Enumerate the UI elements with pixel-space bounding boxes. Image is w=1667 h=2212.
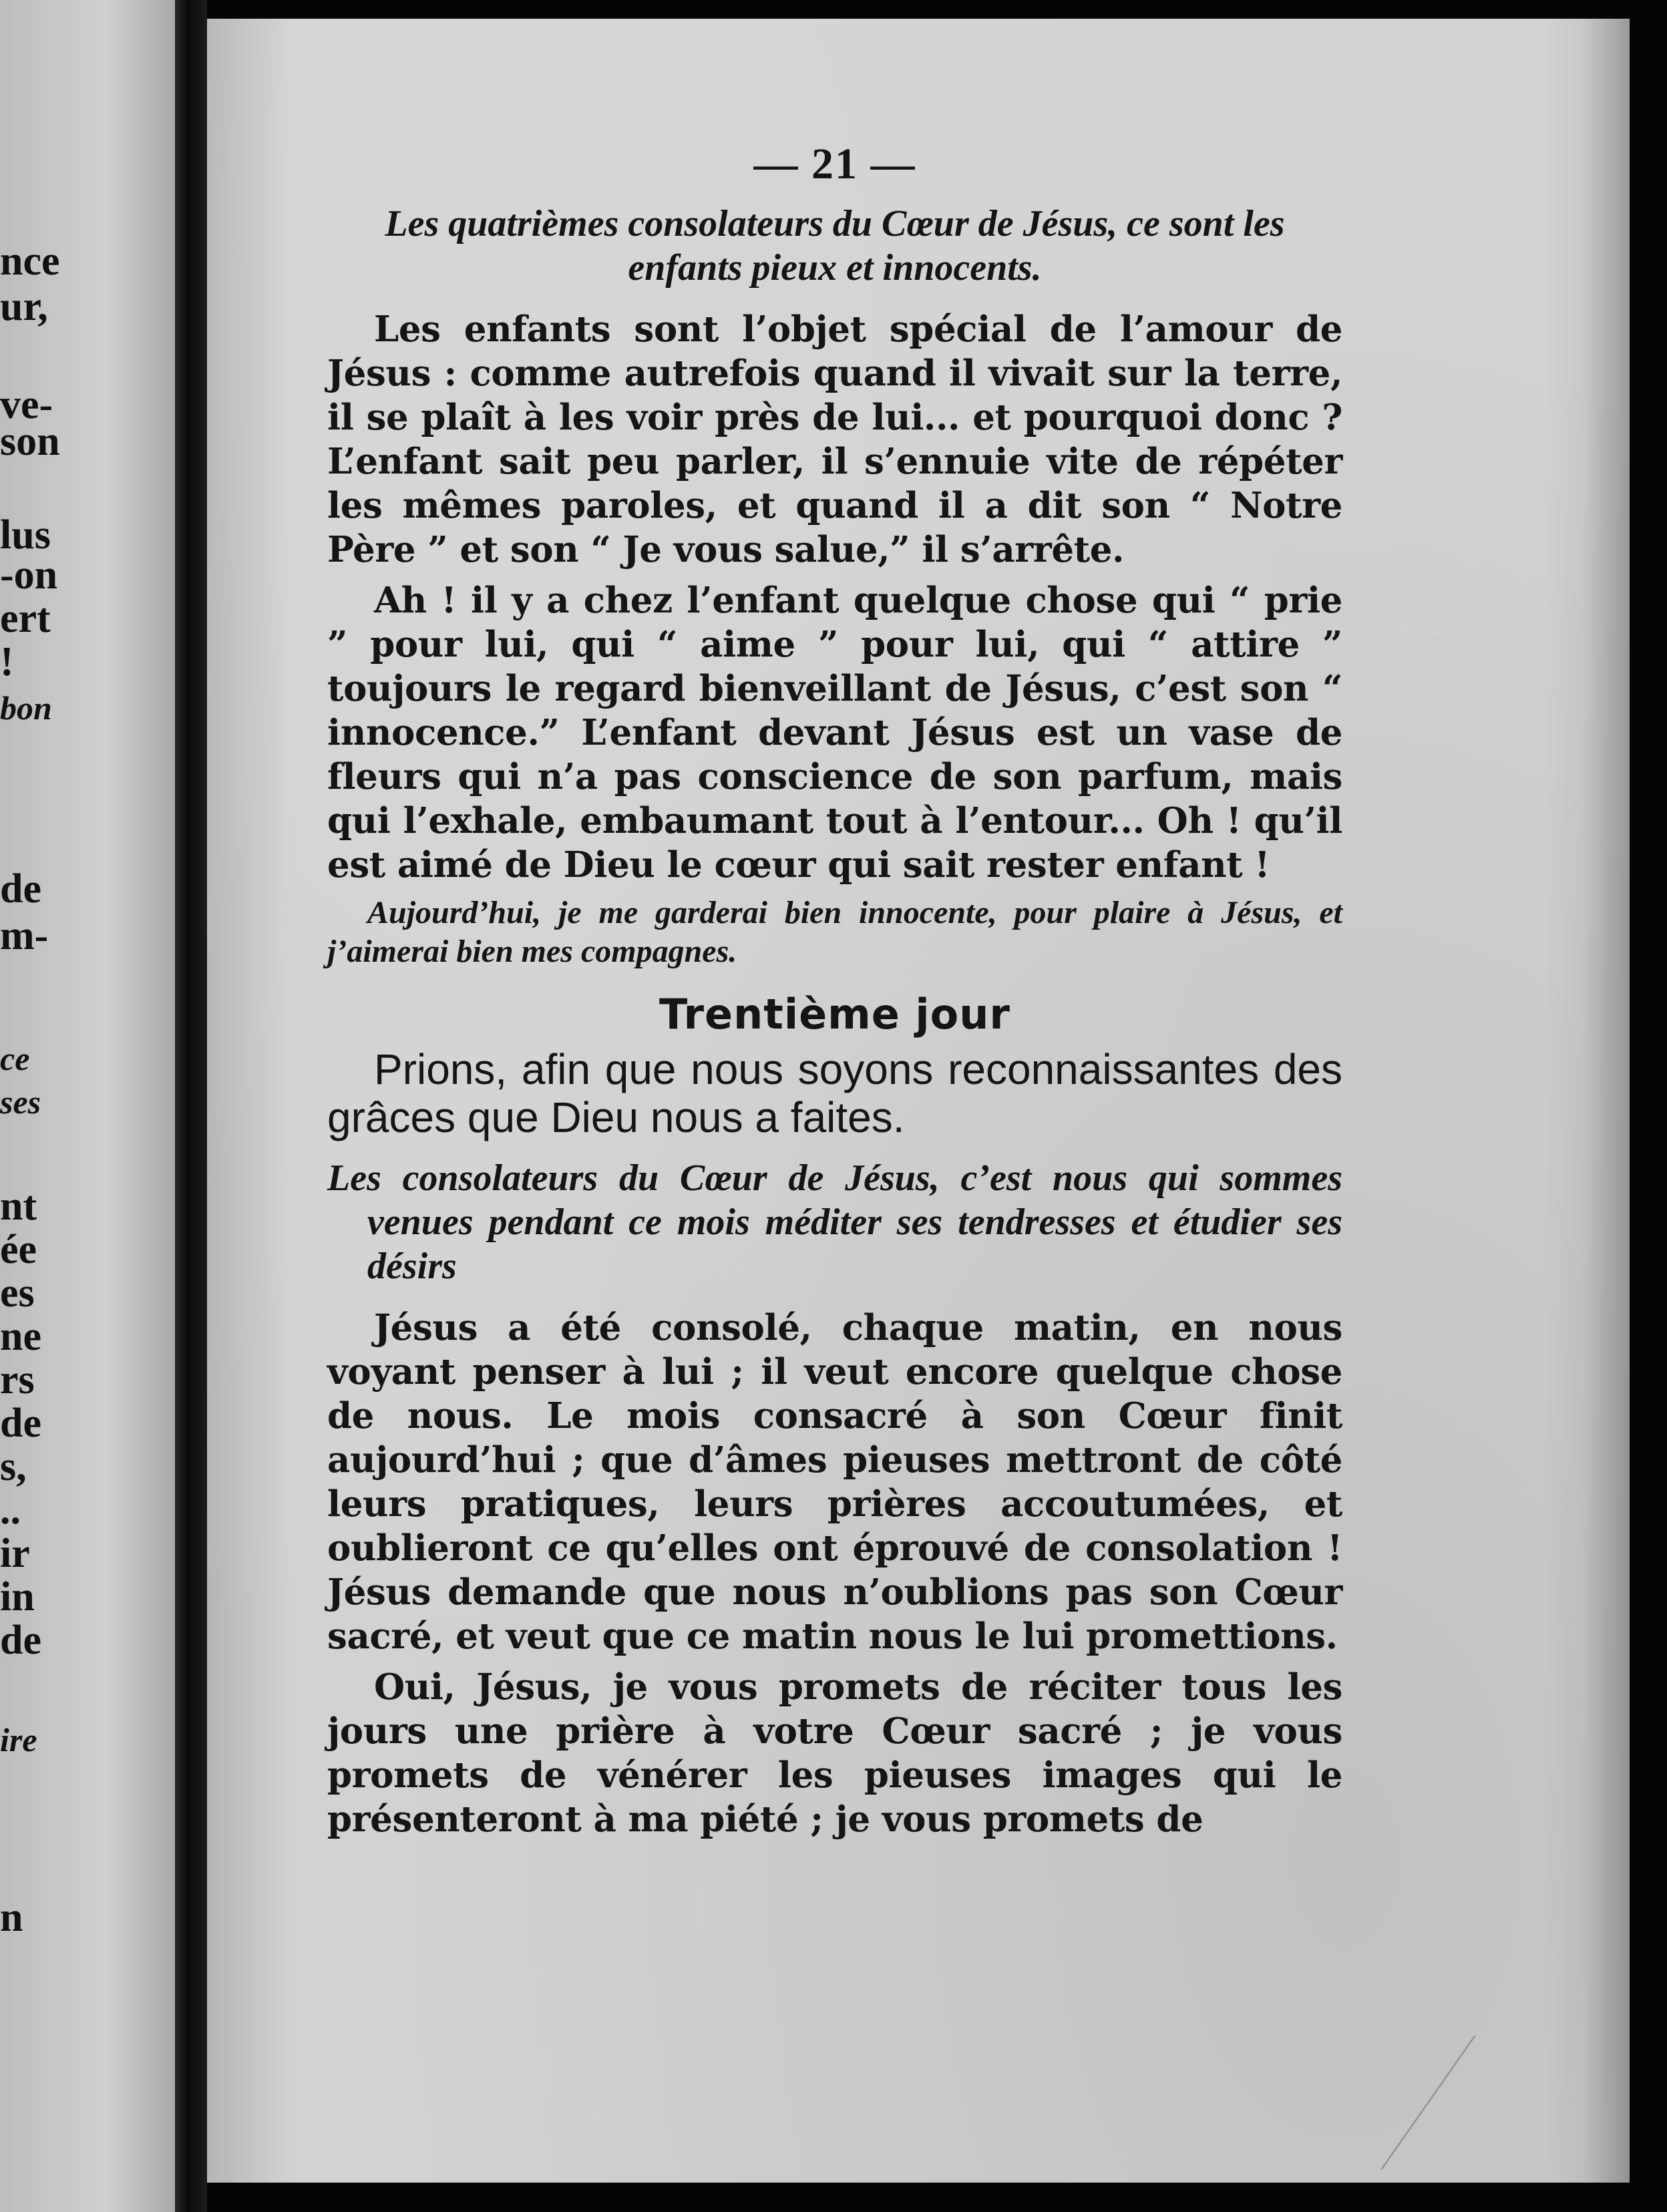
left-fragment: n	[0, 1895, 23, 1940]
left-fragment: s,	[0, 1444, 27, 1489]
left-fragment: -on	[0, 552, 58, 598]
paragraph: Jésus a été consolé, chaque matin, en nous voyant penser à lui ; il veut encore quelque chose de nous. Le mois consacré à son Cœur finit aujourd’hui ; que d’âmes pieuses mettront de côté leurs pratiques, leurs prières accoutumées, et oublieront ce qu’elles ont éprouvé de consolation ! Jésus demande que nous n’oublions pas son Cœur sacré, et veut que ce matin nous le lui promettions.	[327, 1307, 1342, 1657]
consolers-heading: Les quatrièmes consolateurs du Cœur de Jésus, ce sont les enfants pieux et innocents.	[385, 203, 1285, 289]
left-fragment: lus	[0, 512, 51, 558]
left-facing-page	[0, 0, 175, 2212]
section-title: Trentième jour	[659, 990, 1010, 1039]
left-fragment: ce	[0, 1040, 30, 1077]
paragraph: Les enfants sont l’objet spécial de l’amour de Jésus : comme autrefois quand il vivait sur la terre, il se plaît à les voir près de lui... et pourquoi donc ? L’enfant sait peu parler, il s’ennuie vite de répéter les mêmes paroles, et quand il a dit son “ Notre Père ” et son “ Je vous salue,” il s’arrête.	[327, 309, 1342, 570]
paragraph: Oui, Jésus, je vous promets de réciter tous les jours une prière à votre Cœur sacré ; je vous promets de vénérer les pieuses images qui le présenteront à ma piété ; je vous promets de	[327, 1666, 1342, 1840]
page-number: — 21 —	[753, 140, 916, 188]
consolers-heading: Les consolateurs du Cœur de Jésus, c’est nous qui sommes venues pendant ce mois méditer ses tendresses et étudier ses désirs	[327, 1157, 1342, 1287]
left-fragment: m-	[0, 913, 49, 958]
daily-resolution: Aujourd’hui, je me garderai bien innocente, pour plaire à Jésus, et j’aimerai bien mes compagnes.	[327, 895, 1342, 969]
left-fragment: rs	[0, 1357, 35, 1403]
left-fragment: de	[0, 1618, 41, 1663]
left-fragment: de	[0, 1401, 41, 1446]
book-page	[207, 19, 1630, 2183]
left-fragment: bon	[0, 689, 52, 727]
left-fragment: ve-	[0, 382, 53, 427]
left-fragment: ur,	[0, 284, 48, 329]
page-content	[327, 139, 1342, 1848]
prayer-intention: Prions, afin que nous soyons reconnaissantes des grâces que Dieu nous a faites.	[327, 1045, 1342, 1141]
left-fragment: de	[0, 866, 41, 912]
left-fragment: es	[0, 1270, 35, 1316]
left-fragment: nce	[0, 238, 60, 284]
left-fragment: ne	[0, 1314, 41, 1359]
left-fragment: ire	[0, 1721, 37, 1759]
left-fragment: ée	[0, 1227, 37, 1272]
left-fragment: !	[0, 639, 14, 685]
left-fragment: ..	[0, 1487, 21, 1533]
paragraph: Ah ! il y a chez l’enfant quelque chose qui “ prie ” pour lui, qui “ aime ” pour lui, qui “ attire ” toujours le regard bienveillant de Jésus, c’est son “ innocence.” L’enfant devant Jésus est un vase de fleurs qui n’a pas conscience de son parfum, mais qui l’exhale, embaumant tout à l’entour... Oh ! qu’il est aimé de Dieu le cœur qui sait rester enfant !	[327, 580, 1342, 886]
book-gutter	[175, 0, 207, 2212]
left-fragment: nt	[0, 1183, 37, 1229]
left-fragment: son	[0, 419, 60, 464]
left-fragment: ert	[0, 596, 51, 641]
left-fragment: ir	[0, 1531, 30, 1576]
page-edge-shadow	[1583, 19, 1630, 2183]
left-fragment: in	[0, 1574, 35, 1620]
left-fragment: ses	[0, 1083, 41, 1121]
